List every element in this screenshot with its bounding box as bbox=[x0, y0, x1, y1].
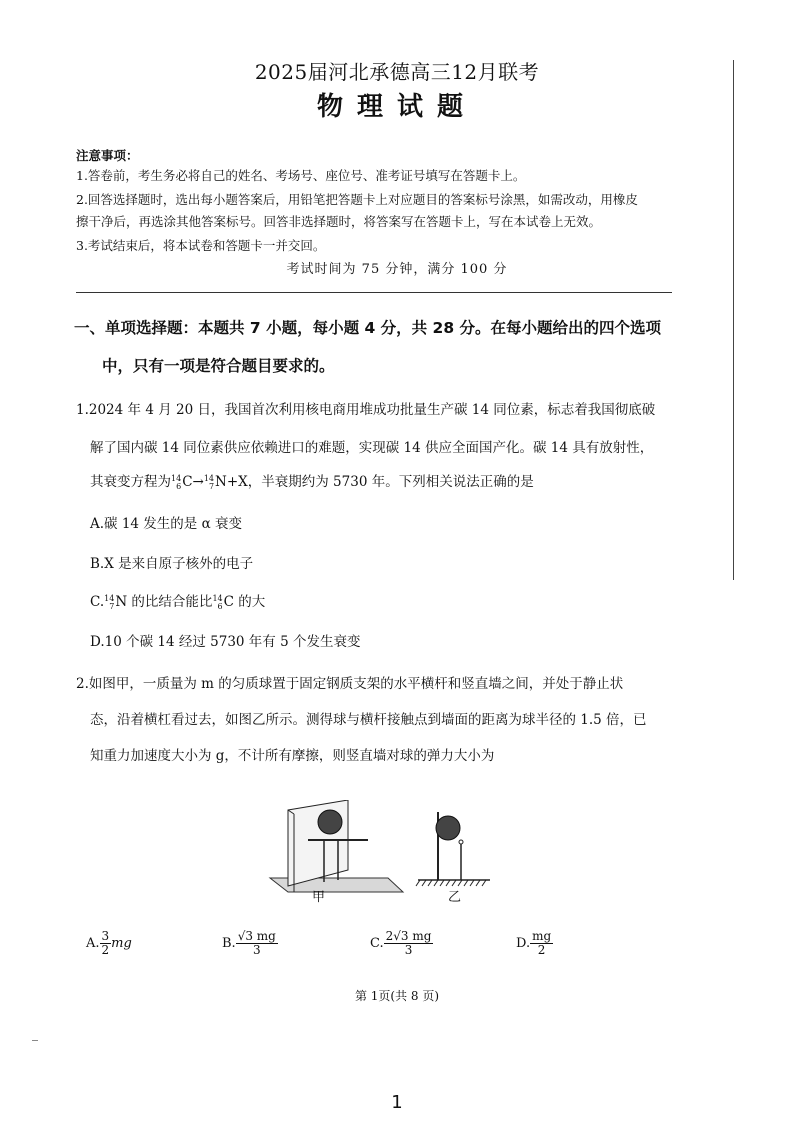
q1-option-a: A.碳 14 发生的是 α 衰变 bbox=[90, 516, 243, 532]
ball-side bbox=[436, 816, 460, 840]
divider bbox=[76, 292, 672, 293]
figure-label-yi: 乙 bbox=[448, 890, 462, 905]
q2-option-d: D. $\frac{mg}{2}$ bbox=[516, 929, 552, 957]
c-symbol: C bbox=[182, 474, 193, 490]
n-nuclide-indices: 14 7 bbox=[203, 473, 215, 491]
q1-equation-line bbox=[90, 470, 534, 491]
figure-yi bbox=[416, 812, 490, 886]
q2-option-b: B. $\frac{√3 mg}{3}$ bbox=[222, 929, 276, 957]
c-nuclide-indices: 14 6 bbox=[171, 473, 182, 491]
notice-item: 擦干净后，再选涂其他答案标号。回答非选择题时，将答案写在答题卡上，写在本试卷上无效。 bbox=[76, 214, 602, 229]
wall-board bbox=[288, 800, 348, 886]
page-info: 第 1页(共 8 页) bbox=[354, 989, 440, 1003]
ball bbox=[318, 810, 342, 834]
section-heading-cont: 中，只有一项是符合题目要求的。 bbox=[102, 357, 335, 375]
page-number: 1 bbox=[391, 1092, 403, 1113]
q2-option-c: C. $\frac{2√3 mg}{3}$ bbox=[370, 929, 432, 957]
notice-item: 1.答卷前，考生务必将自己的姓名、考场号、座位号、准考证号填写在答题卡上。 bbox=[76, 168, 526, 183]
notice-heading: 注意事项： bbox=[76, 148, 139, 163]
q2-option-a: A. $\frac{3}{2}$ mg bbox=[86, 929, 132, 957]
q1-line: 解了国内碳 14 同位素供应依赖进口的难题，实现碳 14 供应全面国产化。碳 14 具有放射性， bbox=[90, 440, 654, 456]
subject-title: 物理试题 bbox=[316, 92, 477, 122]
exam-title: 2025届河北承德高三12月联考 bbox=[254, 60, 540, 84]
q2-line: 知重力加速度大小为 g，不计所有摩擦，则竖直墙对球的弹力大小为 bbox=[90, 748, 495, 764]
q1-option-b: B.X 是来自原子核外的电子 bbox=[90, 556, 254, 572]
notice-item: 3.考试结束后，将本试卷和答题卡一并交回。 bbox=[76, 238, 326, 253]
notice-item: 2.回答选择题时，选出每小题答案后，用铅笔把答题卡上对应题目的答案标号涂黑，如需改动，用橡皮 bbox=[76, 192, 638, 207]
q2-figures bbox=[268, 800, 498, 906]
scan-mark bbox=[32, 1040, 38, 1041]
q1-line: 1.2024 年 4 月 20 日，我国首次利用核电商用堆成功批量生产碳 14 同位素，标志着我国彻底破 bbox=[76, 402, 656, 418]
section-heading: 一、单项选择题：本题共 7 小题，每小题 4 分，共 28 分。在每小题给出的四个选项 bbox=[74, 319, 662, 337]
q2-line: 态，沿着横杠看过去，如图乙所示。测得球与横杆接触点到墙面的距离为球半径的 1.5 倍，已 bbox=[90, 712, 647, 728]
q2-line: 2.如图甲，一质量为 m 的匀质球置于固定钢质支架的水平横杆和竖直墙之间，并处于静止状 bbox=[76, 676, 624, 692]
n-symbol: N bbox=[215, 474, 227, 490]
figure-label-jia: 甲 bbox=[312, 890, 326, 905]
figure-jia bbox=[270, 800, 403, 892]
exam-time-info: 考试时间为 75 分钟，满分 100 分 bbox=[286, 262, 508, 277]
arrow: → bbox=[192, 474, 204, 490]
q1-option-c: C. 14 7 N 的比结合能比 14 6 C 的大 bbox=[90, 593, 266, 611]
q1-option-d: D.10 个碳 14 经过 5730 年有 5 个发生衰变 bbox=[90, 634, 361, 650]
q1-eq-suffix: +X，半衰期约为 5730 年。下列相关说法正确的是 bbox=[226, 474, 534, 490]
margin-line bbox=[733, 60, 734, 580]
q1-eq-prefix: 其衰变方程为 bbox=[90, 474, 171, 490]
